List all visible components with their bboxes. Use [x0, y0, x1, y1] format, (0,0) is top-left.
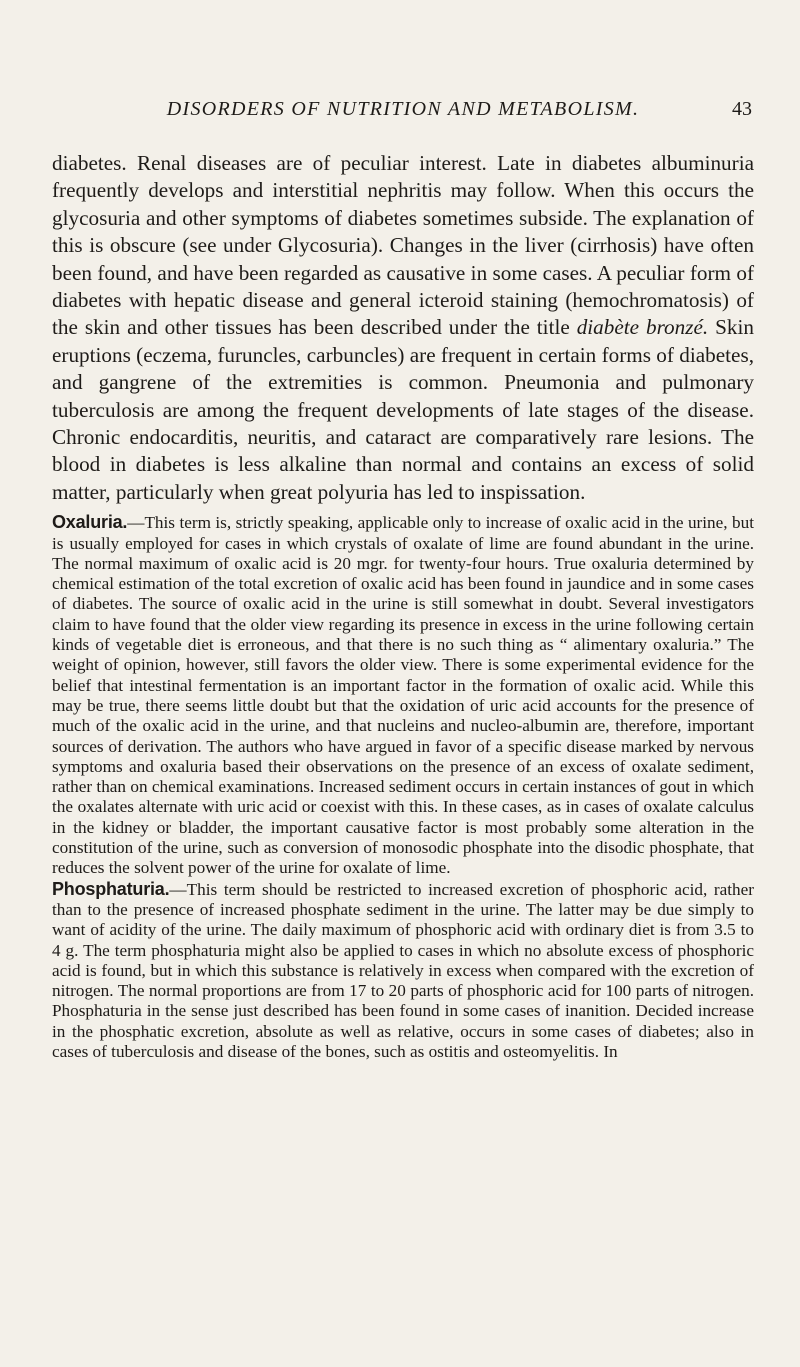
- oxaluria-text: This term is, strictly speaking, applicable only to increase of oxalic acid in the urine, but is usually employed for cases in which crystals of oxalate of lime are found abundant in the urine. The normal maximum of oxalic acid is 20 mgr. for twenty-four hours. True oxaluria determined by chemical estimation of the total excretion of oxalic acid has been found in jaundice and in some cases of diabetes. The source of oxalic acid in the urine is still somewhat in doubt. Several investigators claim to have found that the older view regarding its presence in excess in the urine following certain kinds of vegetable diet is erroneous, and that there is no such thing as “ alimentary oxaluria.” The weight of opinion, however, still favors the older view. There is some experimental evidence for the belief that intestinal fermentation is an important factor in the formation of oxalic acid. While this may be true, there seems little doubt but that the oxidation of uric acid accounts for the presence of much of the oxalic acid in the urine, and that nucleins and nucleo-albumin are, therefore, important sources of derivation. The authors who have argued in favor of a specific disease marked by nervous symptoms and oxaluria based their observations on the presence of an excess of oxalate sediment, rather than on chemical examinations. Increased sediment occurs in certain instances of gout in which the oxalates alternate with uric acid or coexist with this. In these cases, as in cases of oxalate calculus in the kidney or bladder, the important causative factor is most probably some alteration in the constitution of the urine, such as conversion of monosodic phosphate into the disodic phosphate, that reduces the solvent power of the urine for oxalate of lime.: [52, 513, 754, 878]
- book-page: [52, 96, 754, 1062]
- phosphaturia-heading: Phosphaturia.: [52, 878, 170, 899]
- intro-text-before: diabetes. Renal diseases are of peculiar interest. Late in diabetes albuminuria frequently develops and interstitial nephritis may follow. When this occurs the glycosuria and other symptoms of diabetes sometimes subside. The explanation of this is obscure (see under Glycosuria). Changes in the liver (cirrhosis) have often been found, and have been regarded as causative in some cases. A peculiar form of diabetes with hepatic disease and general icteroid staining (hemochromatosis) of the skin and other tissues has been described under the title: [52, 151, 754, 340]
- intro-text-after: Skin eruptions (eczema, furuncles, carbuncles) are frequent in certain forms of diabetes, and gangrene of the extremities is common. Pneumonia and pulmonary tuberculosis are among the frequent developments of late stages of the disease. Chronic endocarditis, neuritis, and cataract are comparatively rare lesions. The blood in diabetes is less alkaline than normal and contains an excess of solid matter, particularly when great polyuria has led to inspissation.: [52, 315, 754, 504]
- page-number: 43: [732, 98, 752, 120]
- intro-italic-term: diabète bronzé.: [576, 315, 709, 340]
- intro-paragraph: [52, 150, 754, 506]
- oxaluria-heading: Oxaluria.: [52, 512, 128, 533]
- phosphaturia-paragraph: [52, 879, 754, 1063]
- phosphaturia-text: This term should be restricted to increased excretion of phosphoric acid, rather than to the presence of increased phosphate sediment in the urine. The latter may be due simply to want of acidity of the urine. The daily maximum of phosphoric acid with ordinary diet is from 3.5 to 4 g. The term phosphaturia might also be applied to cases in which no absolute excess of phosphoric acid is found, but in which this substance is relatively in excess when compared with the excretion of nitrogen. The normal proportions are from 17 to 20 parts of phosphoric acid for 100 parts of nitrogen. Phosphaturia in the sense just described has been found in some cases of inanition. Decided increase in the phosphatic excretion, absolute as well as relative, occurs in some cases of diabetes; also in cases of tuberculosis and disease of the bones, such as ostitis and osteomyelitis. In: [52, 879, 754, 1061]
- oxaluria-paragraph: [52, 512, 754, 878]
- phosphaturia-dash: —: [169, 879, 187, 899]
- running-header: [52, 96, 754, 126]
- running-title: DISORDERS OF NUTRITION AND METABOLISM.: [166, 98, 640, 120]
- oxaluria-dash: —: [127, 513, 145, 533]
